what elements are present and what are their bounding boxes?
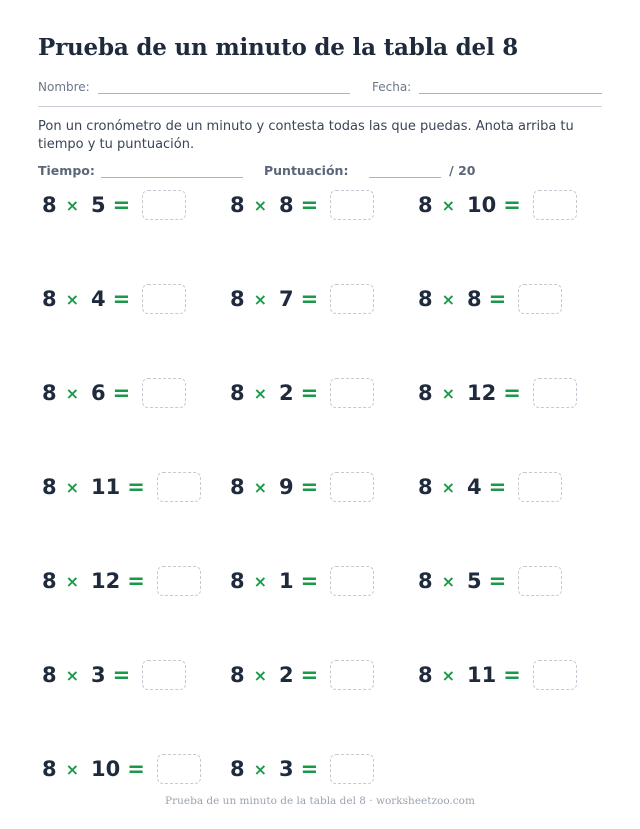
multiplication-problem (230, 189, 374, 221)
answer-box[interactable] (330, 566, 374, 596)
times-sign: × (65, 477, 80, 497)
factor-a: 8 (42, 193, 57, 217)
equals-sign: = (112, 381, 131, 405)
factor-a: 8 (230, 287, 245, 311)
answer-box[interactable] (533, 660, 577, 690)
equals-sign: = (488, 475, 507, 499)
factor-b: 10 (467, 193, 497, 217)
equals-sign: = (300, 569, 319, 593)
factor-b: 11 (467, 663, 497, 687)
multiplication-problem (42, 377, 186, 409)
equals-sign: = (300, 381, 319, 405)
multiplication-problem (230, 753, 374, 785)
factor-a: 8 (418, 663, 433, 687)
times-sign: × (441, 665, 456, 685)
multiplication-problem (418, 471, 562, 503)
multiplication-problem (230, 471, 374, 503)
answer-box[interactable] (518, 284, 562, 314)
factor-b: 12 (91, 569, 121, 593)
answer-box[interactable] (157, 566, 201, 596)
multiplication-problem (230, 377, 374, 409)
factor-a: 8 (230, 475, 245, 499)
answer-box[interactable] (330, 660, 374, 690)
times-sign: × (441, 289, 456, 309)
equals-sign: = (127, 757, 145, 781)
multiplication-problem (42, 753, 201, 785)
equals-sign: = (300, 475, 319, 499)
equals-sign: = (503, 193, 521, 217)
factor-a: 8 (42, 287, 57, 311)
instructions-text: Pon un cronómetro de un minuto y contesta todas las que puedas. Anota arriba tu tiempo y tu puntuación. (38, 119, 574, 152)
times-sign: × (441, 383, 456, 403)
factor-a: 8 (230, 663, 245, 687)
times-sign: × (65, 759, 80, 779)
factor-a: 8 (42, 475, 57, 499)
times-sign: × (253, 759, 268, 779)
factor-b: 10 (91, 757, 121, 781)
multiplication-problem (418, 189, 577, 221)
name-field (38, 80, 350, 94)
equals-sign: = (112, 193, 131, 217)
answer-box[interactable] (330, 378, 374, 408)
header-divider (38, 106, 602, 107)
equals-sign: = (127, 475, 145, 499)
date-blank-line[interactable] (419, 81, 602, 94)
answer-box[interactable] (533, 190, 577, 220)
date-label: Fecha: (372, 80, 412, 94)
equals-sign: = (300, 663, 319, 687)
factor-a: 8 (42, 381, 57, 405)
score-blank-line[interactable] (369, 165, 441, 178)
multiplication-problem (42, 565, 201, 597)
factor-a: 8 (230, 381, 245, 405)
answer-box[interactable] (330, 284, 374, 314)
equals-sign: = (127, 569, 145, 593)
multiplication-problem (230, 659, 374, 691)
answer-box[interactable] (142, 284, 186, 314)
footer-text: Prueba de un minuto de la tabla del 8 · worksheetzoo.com (165, 795, 475, 807)
factor-b: 1 (279, 569, 294, 593)
factor-b: 9 (279, 475, 294, 499)
times-sign: × (253, 195, 268, 215)
factor-a: 8 (230, 569, 245, 593)
factor-a: 8 (230, 193, 245, 217)
multiplication-problem (42, 659, 186, 691)
factor-b: 4 (467, 475, 482, 499)
times-sign: × (65, 195, 80, 215)
worksheet-title: Prueba de un minuto de la tabla del 8 (38, 34, 519, 61)
equals-sign: = (488, 287, 507, 311)
answer-box[interactable] (142, 378, 186, 408)
factor-b: 8 (467, 287, 482, 311)
factor-b: 3 (91, 663, 106, 687)
date-field (372, 80, 602, 94)
factor-a: 8 (418, 193, 433, 217)
times-sign: × (441, 571, 456, 591)
answer-box[interactable] (330, 472, 374, 502)
equals-sign: = (300, 193, 319, 217)
factor-b: 5 (467, 569, 482, 593)
answer-box[interactable] (157, 754, 201, 784)
factor-b: 3 (279, 757, 294, 781)
equals-sign: = (488, 569, 507, 593)
time-field (38, 163, 243, 178)
factor-b: 2 (279, 381, 294, 405)
times-sign: × (253, 289, 268, 309)
equals-sign: = (300, 287, 319, 311)
factor-a: 8 (42, 757, 57, 781)
factor-b: 11 (91, 475, 121, 499)
score-total: / 20 (449, 163, 476, 178)
multiplication-problem (230, 283, 374, 315)
name-label: Nombre: (38, 80, 90, 94)
score-label: Puntuación: (264, 163, 349, 178)
answer-box[interactable] (518, 472, 562, 502)
factor-a: 8 (42, 663, 57, 687)
times-sign: × (441, 195, 456, 215)
answer-box[interactable] (330, 754, 374, 784)
factor-a: 8 (418, 475, 433, 499)
factor-b: 12 (467, 381, 497, 405)
multiplication-problem (418, 565, 562, 597)
times-sign: × (441, 477, 456, 497)
equals-sign: = (503, 663, 521, 687)
answer-box[interactable] (157, 472, 201, 502)
times-sign: × (253, 571, 268, 591)
score-field (264, 163, 475, 178)
time-label: Tiempo: (38, 163, 95, 178)
equals-sign: = (503, 381, 521, 405)
factor-a: 8 (418, 287, 433, 311)
factor-b: 8 (279, 193, 294, 217)
factor-b: 4 (91, 287, 106, 311)
factor-a: 8 (42, 569, 57, 593)
answer-box[interactable] (518, 566, 562, 596)
answer-box[interactable] (330, 190, 374, 220)
equals-sign: = (112, 663, 131, 687)
times-sign: × (253, 477, 268, 497)
answer-box[interactable] (142, 190, 186, 220)
multiplication-problem (42, 471, 201, 503)
factor-a: 8 (418, 381, 433, 405)
times-sign: × (253, 665, 268, 685)
multiplication-problem (42, 283, 186, 315)
equals-sign: = (112, 287, 131, 311)
answer-box[interactable] (142, 660, 186, 690)
multiplication-problem (418, 659, 577, 691)
factor-a: 8 (230, 757, 245, 781)
factor-b: 6 (91, 381, 106, 405)
times-sign: × (65, 571, 80, 591)
factor-a: 8 (418, 569, 433, 593)
times-sign: × (65, 665, 80, 685)
equals-sign: = (300, 757, 319, 781)
name-blank-line[interactable] (98, 81, 350, 94)
factor-b: 5 (91, 193, 106, 217)
multiplication-problem (230, 565, 374, 597)
multiplication-problem (418, 283, 562, 315)
time-blank-line[interactable] (101, 165, 243, 178)
answer-box[interactable] (533, 378, 577, 408)
multiplication-problem (42, 189, 186, 221)
multiplication-problem (418, 377, 577, 409)
times-sign: × (253, 383, 268, 403)
times-sign: × (65, 383, 80, 403)
factor-b: 7 (279, 287, 294, 311)
times-sign: × (65, 289, 80, 309)
factor-b: 2 (279, 663, 294, 687)
